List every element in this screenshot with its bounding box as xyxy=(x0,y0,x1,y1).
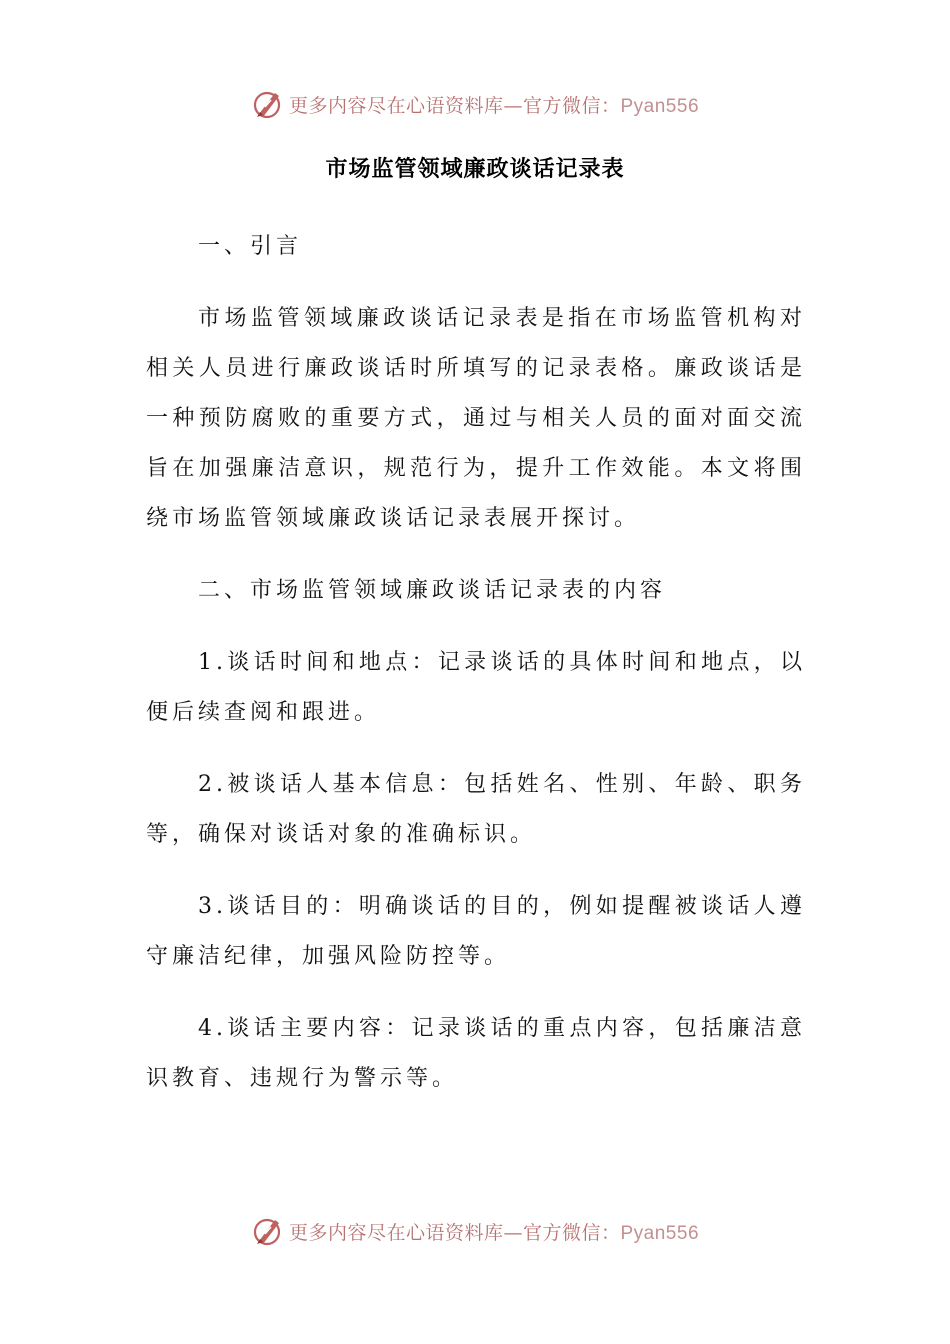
quill-pen-logo-icon xyxy=(251,87,285,121)
section-heading-intro: 一、引言 xyxy=(198,234,303,259)
watermark-wechat-id: Pyan556 xyxy=(620,1222,700,1244)
list-item-purpose: 3.谈话目的：明确谈话的目的，例如提醒被谈话人遵守廉洁纪律，加强风险防控等。 xyxy=(146,894,806,969)
footer-watermark xyxy=(0,1211,950,1251)
document-title: 市场监管领域廉政谈话记录表 xyxy=(325,157,625,182)
paragraph-intro: 市场监管领域廉政谈话记录表是指在市场监管机构对相关人员进行廉政谈话时所填写的记录表格。廉政谈话是一种预防腐败的重要方式，通过与相关人员的面对面交流旨在加强廉洁意识，规范行为，提升工作效能。本文将围绕市场监管领域廉政谈话记录表展开探讨。 xyxy=(146,306,806,531)
section-heading-content: 二、市场监管领域廉政谈话记录表的内容 xyxy=(198,578,667,603)
watermark-wechat-id: Pyan556 xyxy=(620,95,700,117)
watermark-text: 更多内容尽在心语资料库—官方微信： xyxy=(288,1221,621,1244)
list-item-main-content: 4.谈话主要内容：记录谈话的重点内容，包括廉洁意识教育、违规行为警示等。 xyxy=(146,1016,806,1091)
document-body xyxy=(146,222,806,1126)
list-item-time-location: 1.谈话时间和地点：记录谈话的具体时间和地点，以便后续查阅和跟进。 xyxy=(146,650,806,725)
list-item-basic-info: 2.被谈话人基本信息：包括姓名、性别、年龄、职务等，确保对谈话对象的准确标识。 xyxy=(146,772,806,847)
header-watermark xyxy=(0,84,950,124)
watermark-text: 更多内容尽在心语资料库—官方微信： xyxy=(288,94,621,117)
quill-pen-logo-icon xyxy=(251,1214,285,1248)
